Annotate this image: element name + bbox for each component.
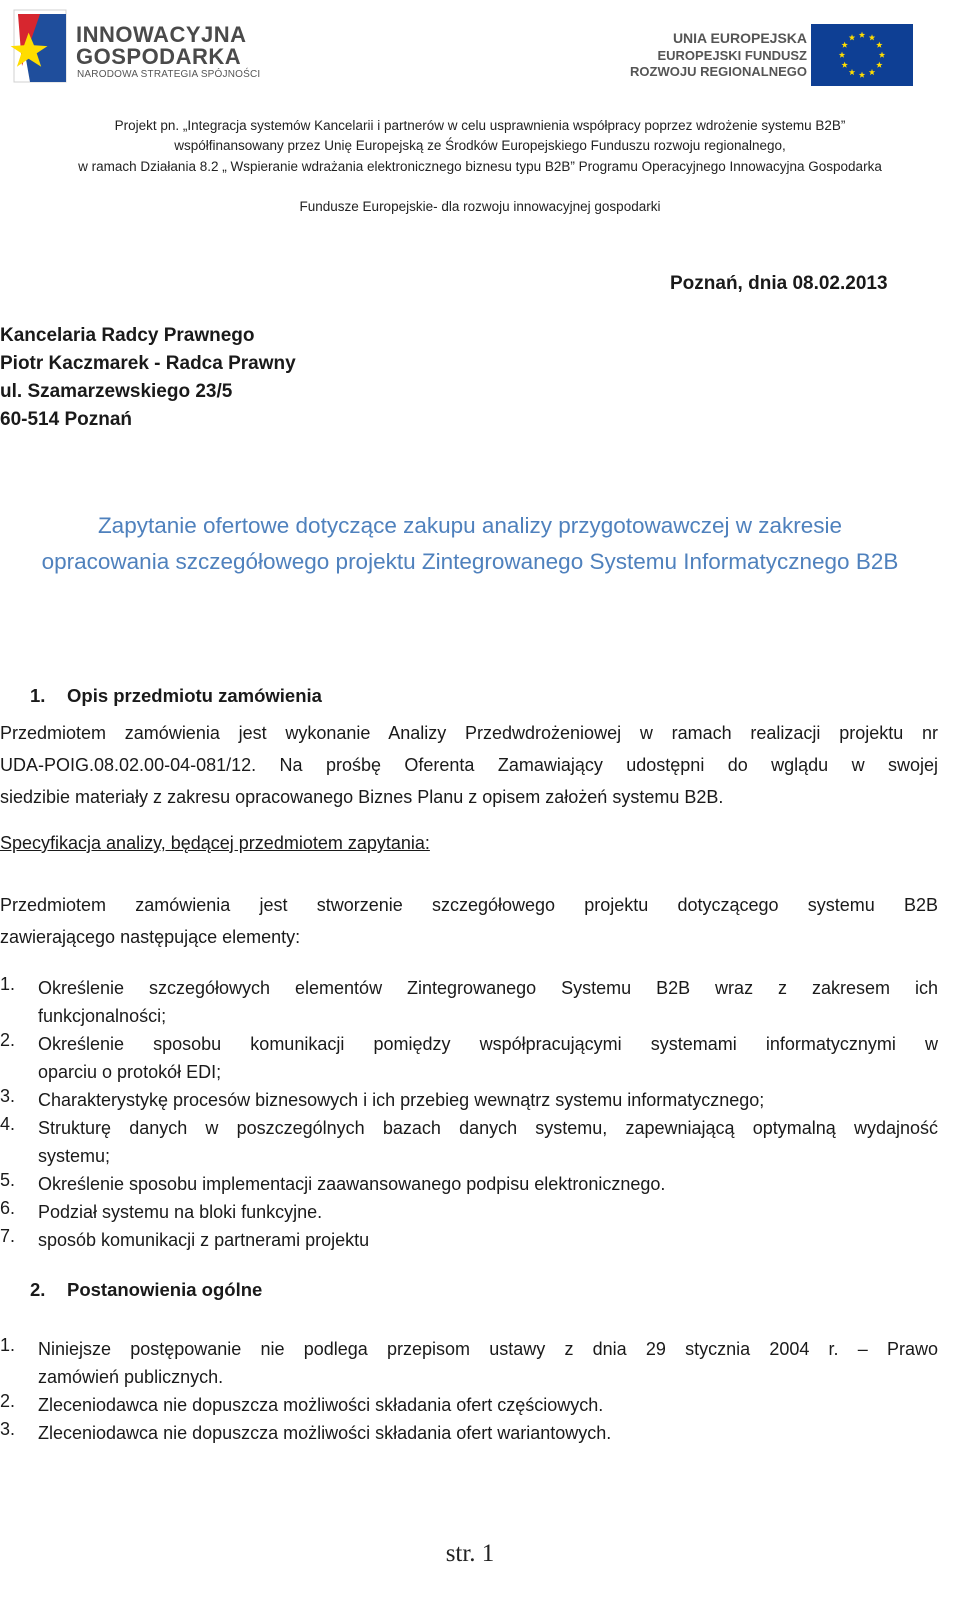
project-line-1: Projekt pn. „Integracja systemów Kancelarii i partnerów w celu usprawnienia współpracy poprzez wdrożenie systemu B2B” — [114, 118, 846, 133]
document-title-line-1: Zapytanie ofertowe dotyczące zakupu analizy przygotowawczej w zakresie — [97, 513, 843, 538]
address-line-2: Piotr Kaczmarek - Radca Prawny — [0, 353, 296, 374]
address-line-3: ul. Szamarzewskiego 23/5 — [0, 381, 233, 402]
list-item-number: 7. — [0, 1226, 16, 1246]
document-date: Poznań, dnia 08.02.2013 — [670, 273, 888, 294]
paragraph-line: Przedmiotem zamówienia jest wykonanie Analizy Przedwdrożeniowej w ramach realizacji projektu nr — [0, 723, 938, 743]
eu-line-3: ROZWOJU REGIONALNEGO — [630, 64, 807, 79]
page-number: str. 1 — [445, 1540, 495, 1567]
list-item-text: zamówień publicznych. — [38, 1367, 224, 1387]
list-item-number: 4. — [0, 1114, 16, 1134]
list-item-text: Strukturę danych w poszczególnych bazach danych systemu, zapewniającą optymalną wydajność — [38, 1118, 938, 1138]
project-line-3: w ramach Działania 8.2 „ Wspieranie wdrażania elektronicznego biznesu typu B2B” Programu Operacyjnego Innowacyjna Gospodarka — [78, 159, 882, 174]
project-line-2: współfinansowany przez Unię Europejską ze Środków Europejskiego Funduszu rozwoju regionalnego, — [174, 138, 786, 153]
eu-star-icon — [841, 42, 847, 48]
section-2-heading — [30, 1279, 262, 1301]
innowacyjna-gospodarka-logo — [10, 6, 260, 86]
list-item-text: oparciu o protokół EDI; — [38, 1062, 222, 1082]
project-line-4: Fundusze Europejskie- dla rozwoju innowacyjnej gospodarki — [299, 199, 661, 214]
specification-intro — [0, 889, 938, 953]
eu-line-1: UNIA EUROPEJSKA — [672, 30, 807, 46]
eu-stars-icon — [811, 24, 913, 86]
eu-star-icon — [879, 52, 885, 58]
eu-star-icon — [876, 62, 882, 68]
innowacyjna-gospodarka-emblem-icon — [10, 6, 72, 84]
list-item-text: systemu; — [38, 1146, 111, 1166]
list-item-number: 3. — [0, 1419, 16, 1439]
paragraph-line: Przedmiotem zamówienia jest stworzenie szczegółowego projektu dotyczącego systemu B2B — [0, 895, 938, 915]
eu-star-icon — [849, 69, 855, 75]
paragraph-line: zawierającego następujące elementy: — [0, 927, 301, 947]
logo-innowacyjna-text: INNOWACYJNA — [76, 22, 247, 47]
eu-fund-logo — [605, 24, 925, 94]
address-line-1: Kancelaria Radcy Prawnego — [0, 325, 255, 346]
eu-star-icon — [869, 69, 875, 75]
list-item-text: Zleceniodawca nie dopuszcza możliwości składania ofert częściowych. — [38, 1395, 604, 1415]
list-item-text: Zleceniodawca nie dopuszcza możliwości składania ofert wariantowych. — [38, 1423, 612, 1443]
eu-star-icon — [849, 34, 855, 40]
section-2-title: Postanowienia ogólne — [67, 1279, 263, 1300]
list-item-number: 2. — [0, 1391, 16, 1411]
list-item-text: Określenie sposobu komunikacji pomiędzy współpracującymi systemami informatycznymi w — [38, 1034, 938, 1054]
logo-gospodarka-text: GOSPODARKA — [76, 44, 242, 69]
address-line-4: 60-514 Poznań — [0, 409, 132, 430]
list-item-number: 6. — [0, 1198, 16, 1218]
list-item-text: Niniejsze postępowanie nie podlega przepisom ustawy z dnia 29 stycznia 2004 r. – Prawo — [38, 1339, 938, 1359]
paragraph-line: UDA-POIG.08.02.00-04-081/12. Na prośbę Oferenta Zamawiający udostępni do wglądu w swojej — [0, 755, 938, 775]
list-item-text: Określenie sposobu implementacji zaawansowanego podpisu elektronicznego. — [38, 1174, 666, 1194]
list-item-number: 2. — [0, 1030, 16, 1050]
eu-star-icon — [839, 52, 845, 58]
eu-star-icon — [841, 62, 847, 68]
section-1-title: Opis przedmiotu zamówienia — [67, 685, 322, 706]
paragraph-line: siedzibie materiały z zakresu opracowanego Biznes Planu z opisem założeń systemu B2B. — [0, 787, 724, 807]
specification-heading: Specyfikacja analizy, będącej przedmiotem zapytania: — [0, 833, 430, 853]
logo-nss-text: NARODOWA STRATEGIA SPÓJNOŚCI — [77, 69, 261, 80]
list-item-number: 1. — [0, 974, 16, 994]
list-item-text: funkcjonalności; — [38, 1006, 167, 1026]
section-1-paragraph — [0, 717, 938, 813]
eu-star-icon — [876, 42, 882, 48]
eu-star-icon — [859, 32, 865, 38]
list-item-number: 3. — [0, 1086, 16, 1106]
eu-line-2: EUROPEJSKI FUNDUSZ — [657, 48, 807, 63]
document-title-line-2: opracowania szczegółowego projektu Zintegrowanego Systemu Informatycznego B2B — [41, 549, 899, 574]
eu-flag-icon — [811, 24, 913, 86]
eu-star-icon — [859, 72, 865, 78]
section-1-number: 1. — [30, 685, 46, 706]
list-item-text: sposób komunikacji z partnerami projektu — [38, 1230, 370, 1250]
section-2-number: 2. — [30, 1279, 46, 1300]
list-item-text: Podział systemu na bloki funkcyjne. — [38, 1202, 323, 1222]
list-item-text: Charakterystykę procesów biznesowych i ich przebieg wewnątrz systemu informatycznego; — [38, 1090, 765, 1110]
list-item-number: 1. — [0, 1335, 16, 1355]
eu-star-icon — [869, 34, 875, 40]
section-1-heading — [30, 685, 322, 707]
list-item-number: 5. — [0, 1170, 16, 1190]
list-item-text: Określenie szczegółowych elementów Zintegrowanego Systemu B2B wraz z zakresem ich — [38, 978, 938, 998]
